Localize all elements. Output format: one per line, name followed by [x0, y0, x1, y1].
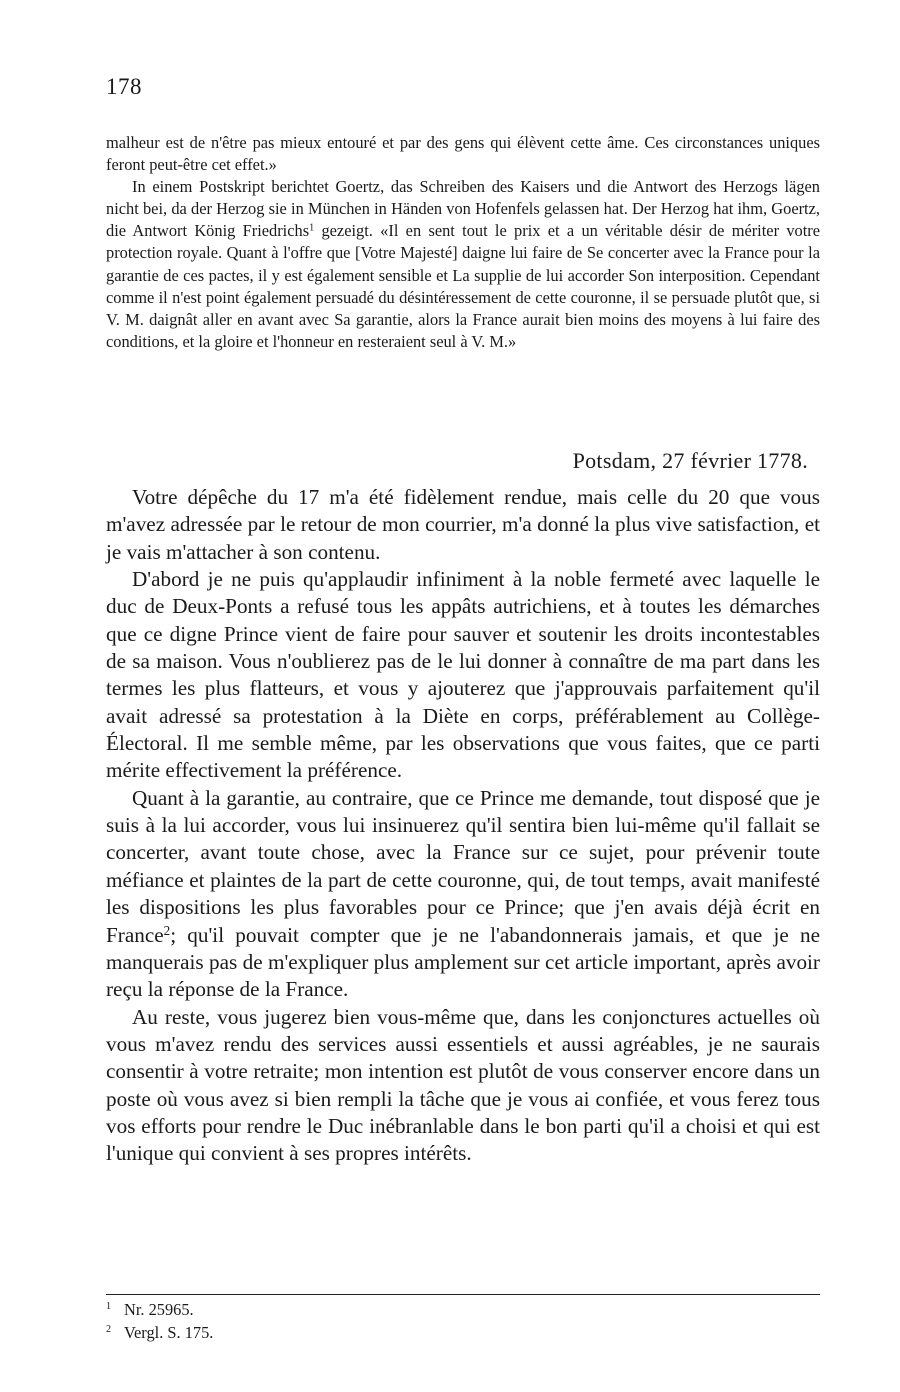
letter-paragraph: Votre dépêche du 17 m'a été fidèlement rendue, mais celle du 20 que vous m'avez adressée par le retour de mon courrier, m'a donné la plus vive satisfaction, et je vais m'attacher à son contenu. [106, 485, 820, 564]
footnote-text: Vergl. S. 175. [124, 1323, 214, 1342]
dateline: Potsdam, 27 février 1778. [572, 448, 808, 473]
footnote: $^1$ Nr. 25965. [106, 1300, 194, 1319]
footnote-text: Nr. 25965. [124, 1300, 194, 1319]
footnote: $^2$ Vergl. S. 175. [106, 1323, 214, 1342]
footnote-ref: 2 [163, 922, 171, 938]
letter-paragraph: D'abord je ne puis qu'applaudir infiniment à la noble fermeté avec laquelle le duc de Deux-Ponts a refusé tous les appâts autrichiens, et à toutes les démarches que ce digne Prince vient de faire pour sauver et soutenir les droits incontestables de sa maison. Vous n'oublierez pas de le lui donner à connaître de ma part dans les termes les plus flatteurs, et vous y ajouterez que j'approuvais parfaitement qu'il avait adressé sa protestation à la Diète en corps, préférablement au Collège-Électoral. Il me semble même, par les observations que vous faites, que ce parti mérite effectivement la préférence. [106, 567, 820, 783]
footnote-ref: 1 [309, 222, 315, 234]
letter-paragraph: Quant à la garantie, au contraire, que ce Prince me demande, tout disposé que je suis à la lui accorder, vous lui insinuerez qu'il sentira bien lui-même qu'il fallait se concerter, avant toute chose, avec la France sur ce sujet, pour prévenir toute méfiance et plaintes de la part de cette couronne, qui, de tout temps, avait manifesté les dispositions les plus favorables pour ce Prince; que j'en avais déjà écrit en France$^2$; qu'il pouvait compter que je ne l'abandonnerais jamais, et que je ne manquerais pas de m'expliquer plus amplement sur cet article important, après avoir reçu la réponse de la France. [106, 785, 820, 1002]
letter-paragraph: Au reste, vous jugerez bien vous-même que, dans les conjonctures actuelles où vous m'avez rendu des services aussi essentiels et aussi agréables, je ne saurais consentir à votre retraite; mon intention est plutôt de vous conserver encore dans un poste où vous avez si bien rempli la tâche que je vous ai confiée, et vous ferez tous vos efforts pour rendre le Duc inébranlable dans le bon parti qu'il a choisi et qui est l'unique qui convient à ses propres intérêts. [106, 1004, 820, 1166]
page-number: 178 [106, 74, 142, 99]
footnotes [106, 1298, 820, 1344]
summary-paragraph: malheur est de n'être pas mieux entouré et par des gens qui élèvent cette âme. Ces circonstances uniques feront peut-être cet effet.» [106, 133, 820, 175]
letter-body [106, 484, 820, 1168]
editorial-summary [106, 132, 820, 353]
footnote-divider [106, 1294, 820, 1295]
summary-paragraph: In einem Postskript berichtet Goertz, das Schreiben des Kaisers und die Antwort des Herzogs lägen nicht bei, da der Herzog sie in München in Händen von Hofenfels gelassen hat. Der Herzog hat ihm, Goertz, die Antwort König Friedrichs$^1$ gezeigt. «Il en sent tout le prix et a un véritable désir de mériter votre protection royale. Quant à l'offre que [Votre Majesté] daigne lui faire de Se concerter avec la France pour la garantie de ces pactes, il y est également sensible et La supplie de lui accorder Son interposition. Cependant comme il n'est point également persuadé du désintéressement de cette couronne, il se persuade plutôt que, si V. M. daignât aller en avant avec Sa garantie, alors la France aurait bien moins des moyens à lui faire des conditions, et la gloire et l'honneur en resteraient seul à V. M.» [106, 177, 820, 351]
